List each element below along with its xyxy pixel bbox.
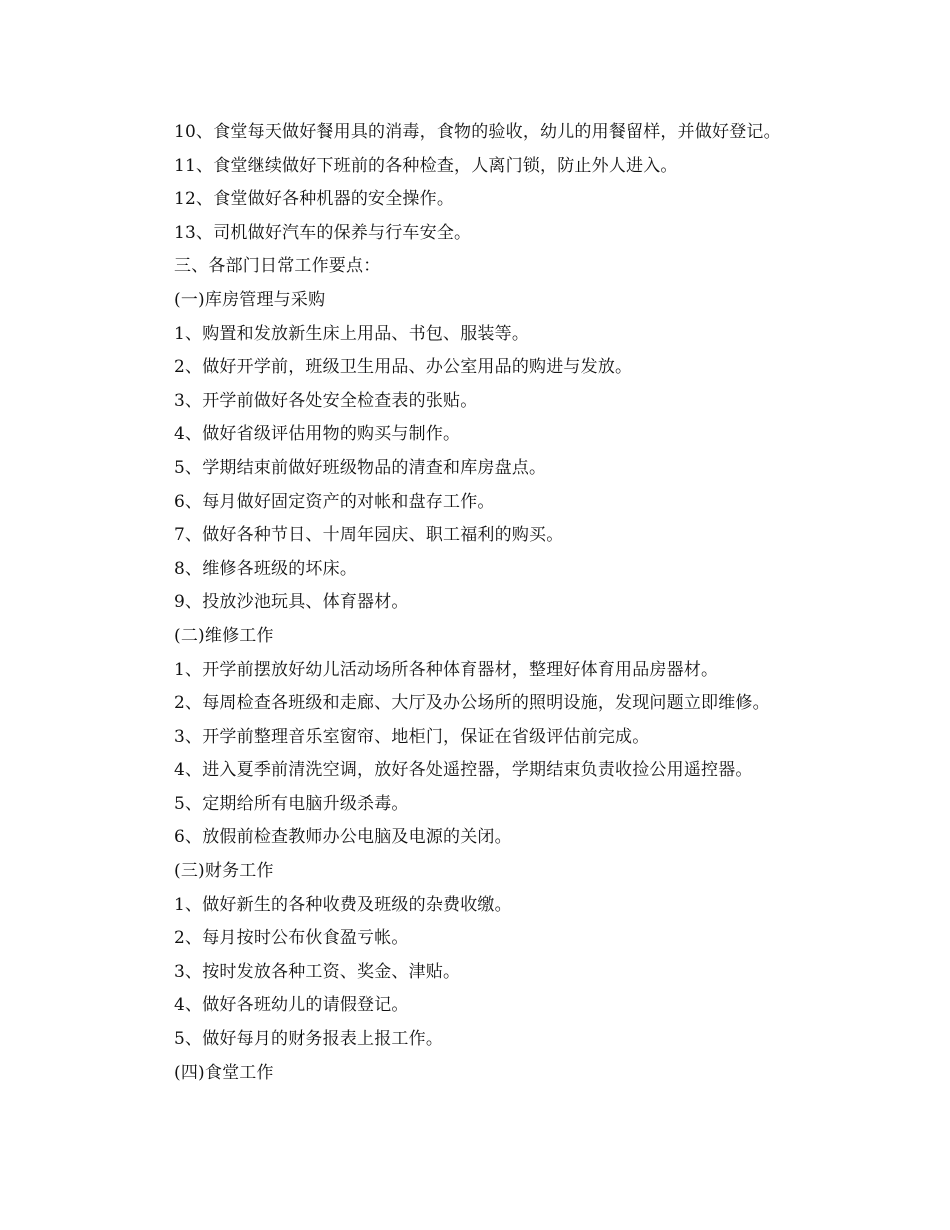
text-line: 4、做好各班幼儿的请假登记。: [174, 995, 409, 1016]
subsection-heading: (三)财务工作: [174, 861, 274, 882]
text-line: 1、做好新生的各种收费及班级的杂费收缴。: [174, 894, 512, 915]
text-line: 13、司机做好汽车的保养与行车安全。: [174, 222, 472, 243]
subsection-heading: (四)食堂工作: [174, 1062, 274, 1083]
text-line: 5、做好每月的财务报表上报工作。: [174, 1029, 444, 1050]
document-body: [174, 116, 874, 1090]
text-line: 1、购置和发放新生床上用品、书包、服装等。: [174, 323, 530, 344]
text-line: 6、每月做好固定资产的对帐和盘存工作。: [174, 491, 495, 512]
text-line: 3、按时发放各种工资、奖金、津贴。: [174, 961, 461, 982]
text-line: 9、投放沙池玩具、体育器材。: [174, 592, 409, 613]
text-line: 1、开学前摆放好幼儿活动场所各种体育器材，整理好体育用品房器材。: [174, 659, 719, 680]
text-line: 12、食堂做好各种机器的安全操作。: [174, 189, 455, 210]
text-line: 5、学期结束前做好班级物品的清查和库房盘点。: [174, 457, 547, 478]
section-heading: 三、各部门日常工作要点：: [174, 256, 381, 277]
text-line: 4、做好省级评估用物的购买与制作。: [174, 424, 461, 445]
text-line: 11、食堂继续做好下班前的各种检查，人离门锁，防止外人进入。: [174, 155, 678, 176]
text-line: 8、维修各班级的坏床。: [174, 558, 358, 579]
text-line: 5、定期给所有电脑升级杀毒。: [174, 793, 409, 814]
text-line: 6、放假前检查教师办公电脑及电源的关闭。: [174, 827, 512, 848]
text-line: 2、每月按时公布伙食盈亏帐。: [174, 928, 409, 949]
text-line: 7、做好各种节日、十周年园庆、职工福利的购买。: [174, 525, 564, 546]
text-line: 2、每周检查各班级和走廊、大厅及办公场所的照明设施，发现问题立即维修。: [174, 693, 770, 714]
subsection-heading: (一)库房管理与采购: [174, 289, 326, 310]
subsection-heading: (二)维修工作: [174, 625, 274, 646]
text-line: 3、开学前整理音乐室窗帘、地柜门，保证在省级评估前完成。: [174, 726, 650, 747]
text-line: 10、食堂每天做好餐用具的消毒，食物的验收，幼儿的用餐留样，并做好登记。: [174, 122, 781, 142]
text-line: 4、进入夏季前清洗空调，放好各处遥控器，学期结束负责收捡公用遥控器。: [174, 760, 753, 781]
text-line: 2、做好开学前，班级卫生用品、办公室用品的购进与发放。: [174, 357, 633, 378]
text-line: 3、开学前做好各处安全检查表的张贴。: [174, 390, 478, 411]
